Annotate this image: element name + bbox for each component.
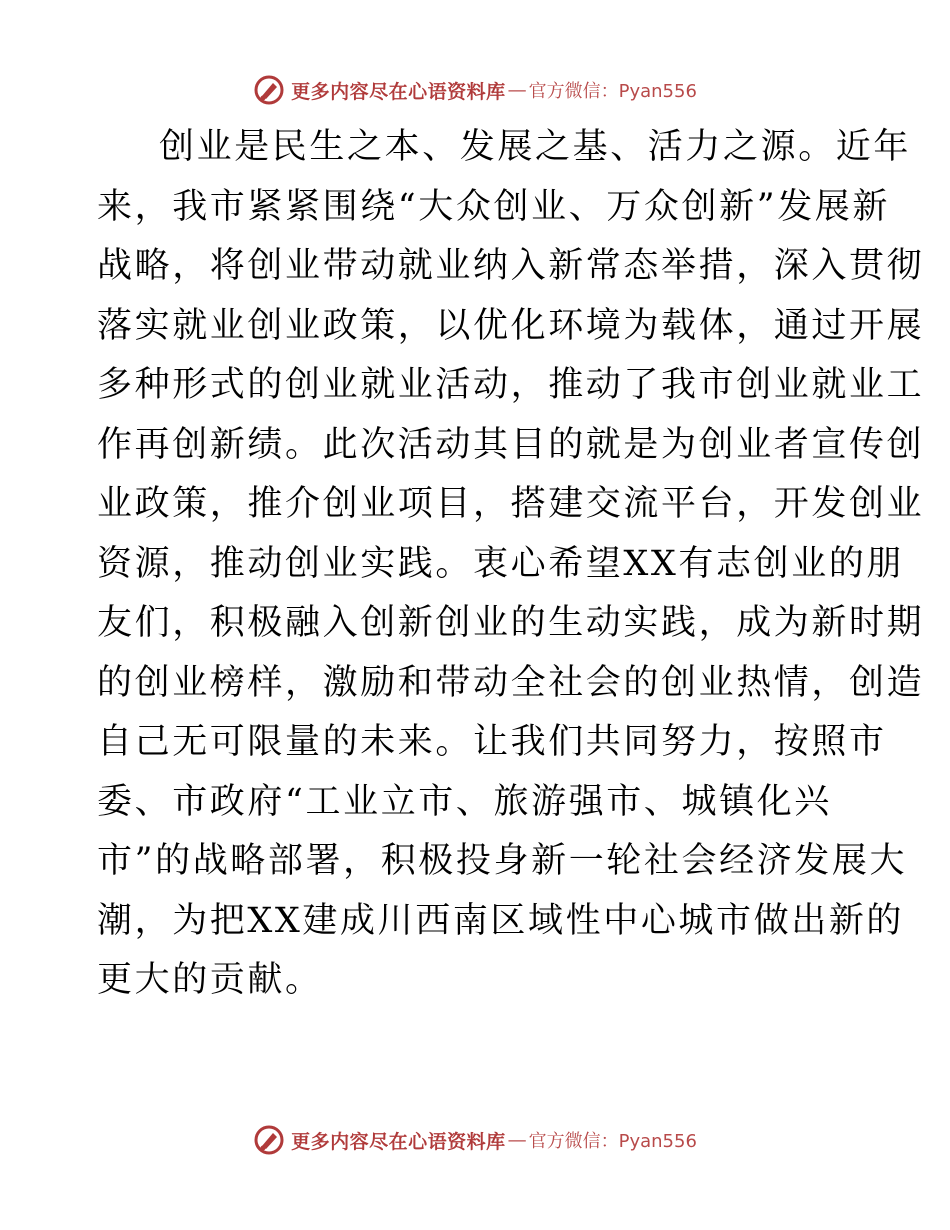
footer-watermark [0,1120,950,1160]
body-line: 落实就业创业政策，以优化环境为载体，通过开展 [97,305,925,346]
body-line: 更大的贡献。 [97,960,323,1000]
watermark-contact: 官方微信：Pyan556 [528,1131,697,1152]
ink-pen-logo-icon [253,74,285,106]
body-line: 委、市政府“工业立市、旅游强市、城镇化兴 [97,781,832,822]
watermark-separator: — [507,79,527,101]
body-line: 多种形式的创业就业活动，推动了我市创业就业工 [97,365,925,405]
document-body [97,118,925,1011]
body-line: 潮，为把XX建成川西南区域性中心城市做出新的 [97,900,905,941]
body-line: 的创业榜样，激励和带动全社会的创业热情，创造 [97,662,925,703]
ink-pen-logo-icon [253,1124,285,1156]
body-line: 市”的战略部署，积极投身新一轮社会经济发展大 [97,841,908,881]
body-line: 业政策，推介创业项目，搭建交流平台，开发创业 [97,484,925,524]
body-line: 来，我市紧紧围绕“大众创业、万众创新”发展新 [97,186,890,227]
watermark-brand: 更多内容尽在心语资料库 [291,1130,506,1153]
body-line: 战略，将创业带动就业纳入新常态举措，深入贯彻 [97,246,925,286]
body-line: 友们，积极融入创新创业的生动实践，成为新时期 [97,603,925,643]
watermark-brand: 更多内容尽在心语资料库 [291,80,506,103]
body-line: 资源，推动创业实践。衷心希望XX有志创业的朋 [97,543,905,584]
header-watermark [0,70,950,110]
body-line: 自己无可限量的未来。让我们共同努力，按照市 [97,722,887,762]
body-line: 作再创新绩。此次活动其目的就是为创业者宣传创 [97,424,925,465]
watermark-separator: — [507,1129,527,1151]
body-line: 创业是民生之本、发展之基、活力之源。近年 [159,127,912,167]
watermark-contact: 官方微信：Pyan556 [528,81,697,102]
